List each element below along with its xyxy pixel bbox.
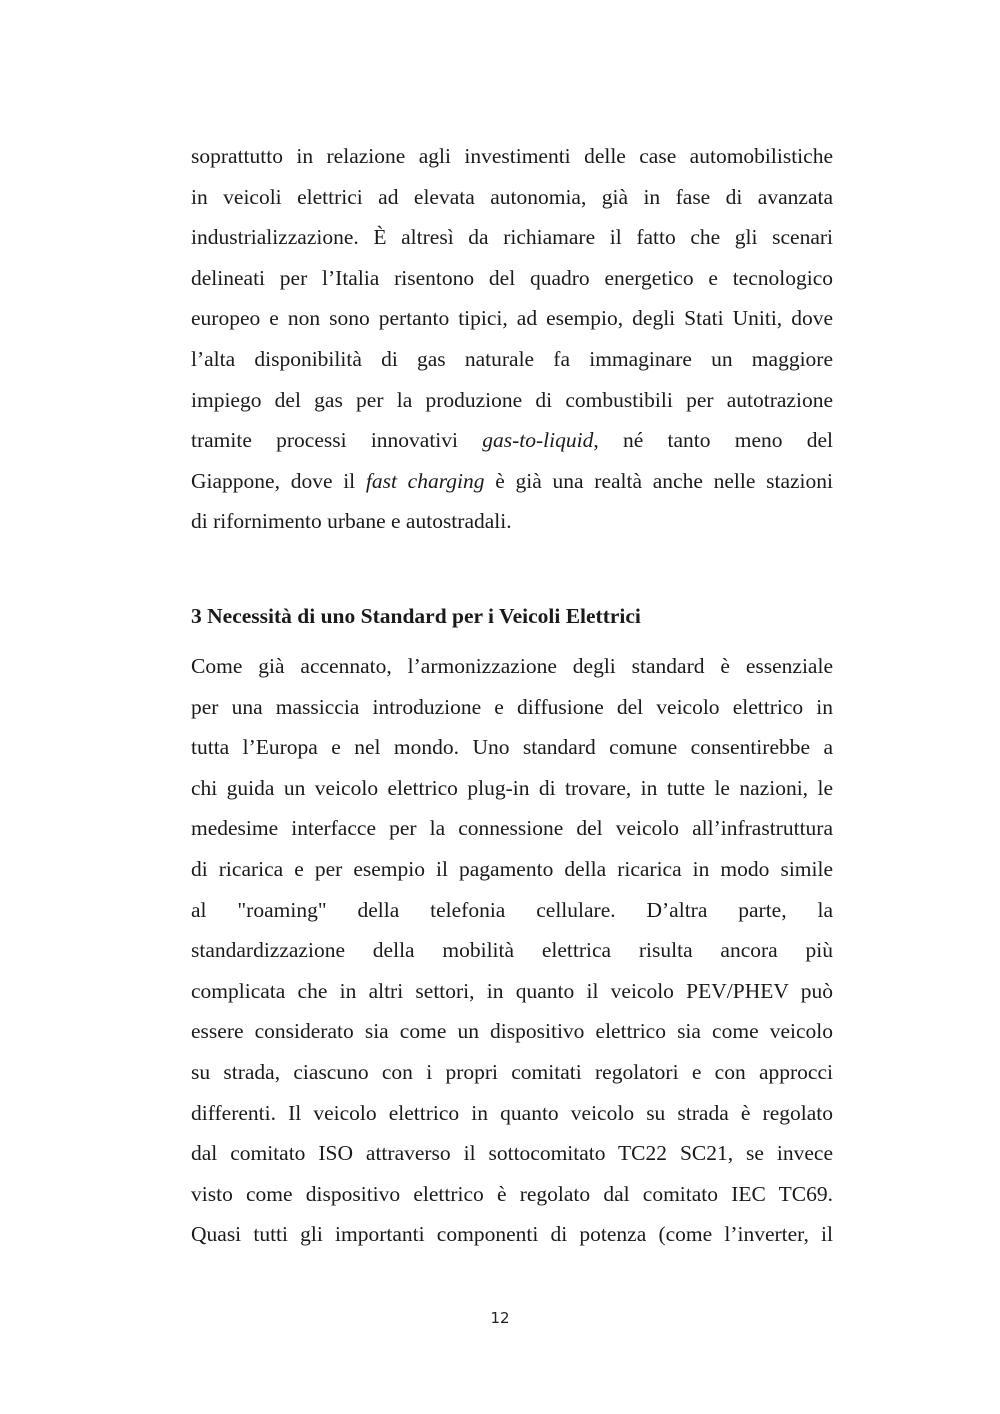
text-segment: Giappone, dove il <box>191 468 366 493</box>
text-line: europeo e non sono pertanto tipici, ad esempio, degli Stati Uniti, dove <box>191 306 833 331</box>
text-line: chi guida un veicolo elettrico plug-in di trovare, in tutte le nazioni, le <box>191 775 833 800</box>
text-line: in veicoli elettrici ad elevata autonomia, già in fase di avanzata <box>191 184 833 209</box>
page-number: 12 <box>490 1309 510 1327</box>
text-line: medesime interfacce per la connessione del veicolo all’infrastruttura <box>191 816 833 841</box>
text-line: visto come dispositivo elettrico è regolato dal comitato IEC TC69. <box>191 1181 833 1206</box>
text-line: di ricarica e per esempio il pagamento della ricarica in modo simile <box>191 856 833 881</box>
text-line: differenti. Il veicolo elettrico in quanto veicolo su strada è regolato <box>191 1100 833 1125</box>
text-line: l’alta disponibilità di gas naturale fa immaginare un maggiore <box>191 346 833 371</box>
text-line: dal comitato ISO attraverso il sottocomitato TC22 SC21, se invece <box>191 1141 833 1166</box>
text-line: industrializzazione. È altresì da richiamare il fatto che gli scenari <box>191 225 833 250</box>
paragraph-standards <box>191 646 833 1255</box>
text-line: delineati per l’Italia risentono del quadro energetico e tecnologico <box>191 265 833 290</box>
text-line: essere considerato sia come un dispositivo elettrico sia come veicolo <box>191 1019 833 1044</box>
text-line: standardizzazione della mobilità elettrica risulta ancora più <box>191 938 833 963</box>
text-line: per una massiccia introduzione e diffusione del veicolo elettrico in <box>191 694 833 719</box>
text-line: di rifornimento urbane e autostradali. <box>191 509 512 534</box>
text-line: impiego del gas per la produzione di combustibili per autotrazione <box>191 387 833 412</box>
text-line: su strada, ciascuno con i propri comitati regolatori e con approcci <box>191 1059 833 1084</box>
italic-term-fast-charging: fast charging <box>365 468 485 493</box>
paragraph-renewable-scenarios <box>191 136 833 542</box>
text-line: tutta l’Europa e nel mondo. Uno standard comune consentirebbe a <box>191 735 833 760</box>
text-segment: , né tanto meno del <box>593 428 833 453</box>
text-line-with-italic <box>191 461 833 502</box>
text-segment: tramite processi innovativi <box>191 428 483 453</box>
text-line: al "roaming" della telefonia cellulare. D’altra parte, la <box>191 897 833 922</box>
text-line: soprattutto in relazione agli investimenti delle case automobilistiche <box>191 144 833 168</box>
section-heading: 3 Necessità di uno Standard per i Veicoli Elettrici <box>191 604 641 628</box>
text-line: complicata che in altri settori, in quanto il veicolo PEV/PHEV può <box>191 978 833 1003</box>
text-line-with-italic <box>191 420 833 461</box>
text-segment: è già una realtà anche nelle stazioni <box>484 468 834 493</box>
text-line: Come già accennato, l’armonizzazione degli standard è essenziale <box>191 654 833 678</box>
text-line: Quasi tutti gli importanti componenti di potenza (come l’inverter, il <box>191 1222 833 1247</box>
italic-term-gas-to-liquid: gas-to-liquid <box>482 428 594 453</box>
